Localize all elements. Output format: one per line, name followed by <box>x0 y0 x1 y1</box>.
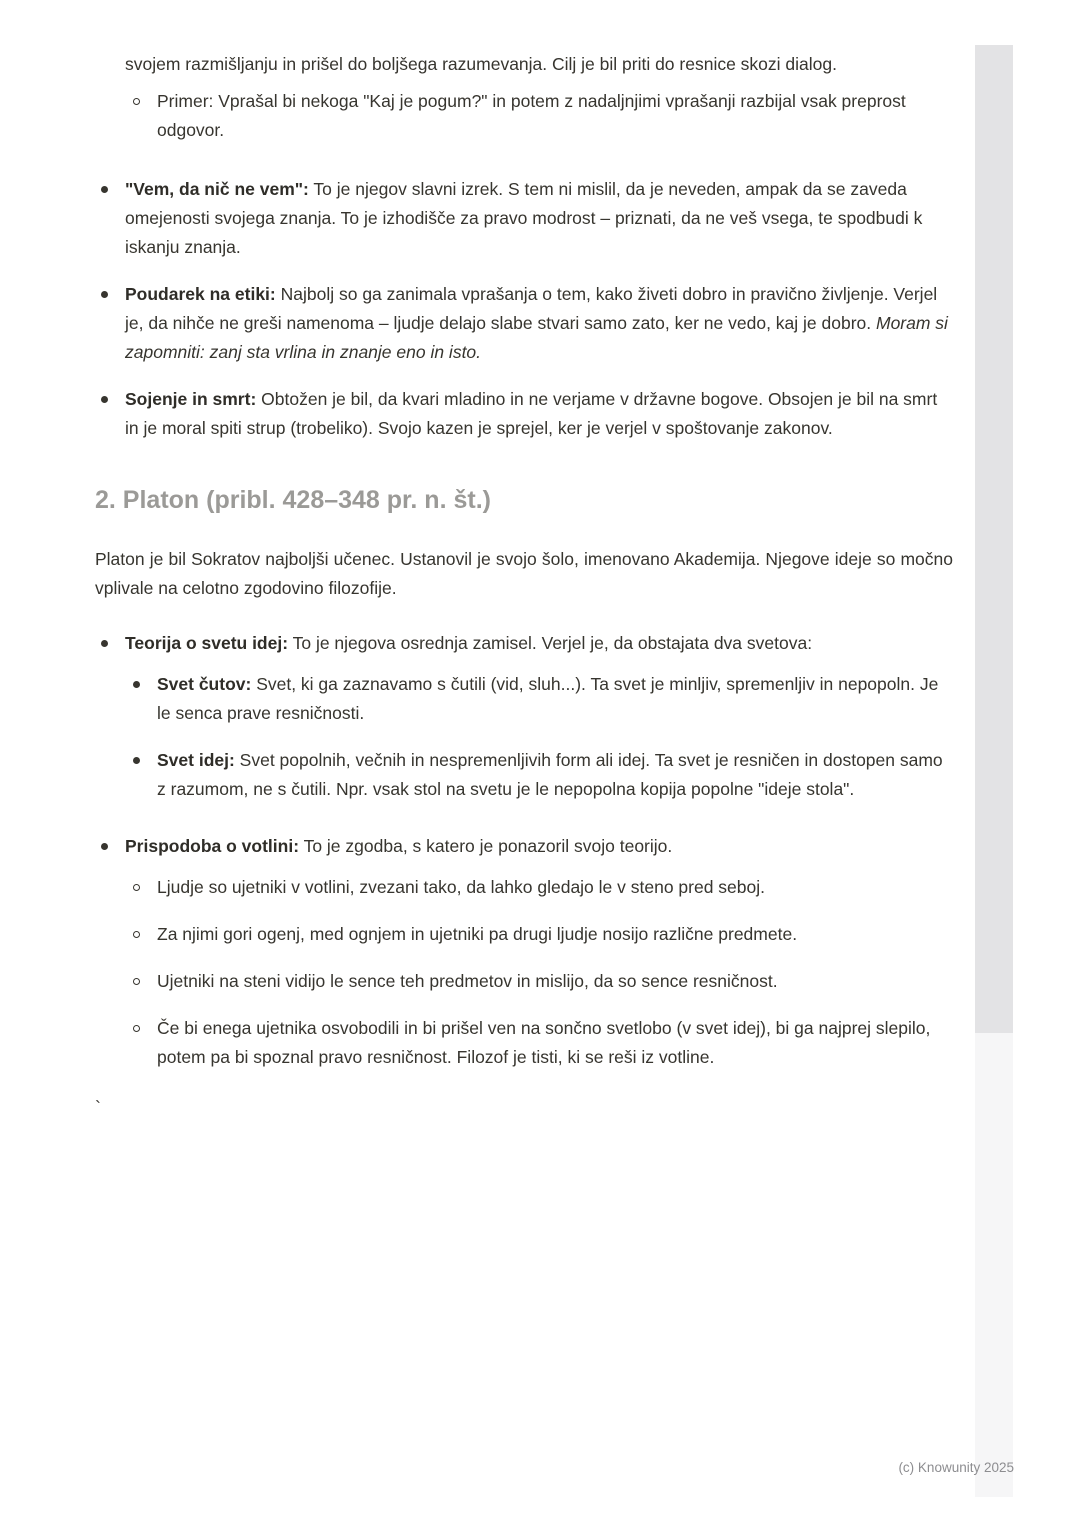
bullet-lead: Prispodoba o votlini: <box>125 836 300 856</box>
list-item-cave-1 <box>95 873 953 902</box>
footer-copyright: (c) Knowunity 2025 <box>898 1460 1014 1475</box>
bullet-text: Za njimi gori ogenj, med ognjem in ujetniki pa drugi ljudje nosijo različne predmete. <box>157 924 798 944</box>
bullet-text: Če bi enega ujetnika osvobodili in bi prišel ven na sončno svetlobo (v svet idej), bi ga najprej slepilo, potem pa bi spoznal pravo resničnost. Filozof je tisti, ki se reši iz votline. <box>157 1018 931 1067</box>
bullet-lead: Svet čutov: <box>157 674 252 694</box>
bullet-lead: Teorija o svetu idej: <box>125 633 289 653</box>
bullet-lead: Poudarek na etiki: <box>125 284 276 304</box>
list-item-cave-2 <box>95 920 953 949</box>
bullet-disc-icon <box>101 629 125 647</box>
bullet-text <box>125 280 953 367</box>
bullet-text: Primer: Vprašal bi nekoga "Kaj je pogum?" in potem z nadaljnjimi vprašanji razbijal vsak preprost odgovor. <box>157 91 906 140</box>
scrollbar-track[interactable] <box>975 45 1013 1497</box>
list-item-prispodoba-o-votlini <box>95 832 953 861</box>
continuation-paragraph: svojem razmišljanju in prišel do boljšega razumevanja. Cilj je bil priti do resnice skozi dialog. <box>125 54 837 74</box>
bullet-text <box>125 175 953 262</box>
list-item-svet-cutov <box>95 670 953 728</box>
bullet-body: To je zgodba, s katero je ponazoril svojo teorijo. <box>299 836 673 856</box>
hollow-bullet-icon <box>133 967 157 985</box>
bullet-disc-icon <box>101 175 125 193</box>
scrollbar-thumb[interactable] <box>975 45 1013 1033</box>
document-content <box>95 50 953 1123</box>
list-item-vem-da-nic-ne-vem <box>95 175 953 262</box>
bullet-disc-icon <box>101 832 125 850</box>
list-item-cave-4 <box>95 1014 953 1072</box>
list-item-svet-idej <box>95 746 953 804</box>
bullet-body: Svet, ki ga zaznavamo s čutili (vid, sluh...). Ta svet je minljiv, spremenljiv in nepopoln. Je le senca prave resničnosti. <box>157 674 939 723</box>
bullet-lead: "Vem, da nič ne vem": <box>125 179 309 199</box>
bullet-body: To je njegova osrednja zamisel. Verjel je, da obstajata dva svetova: <box>288 633 813 653</box>
bullet-text <box>125 832 953 861</box>
bullet-lead: Svet idej: <box>157 750 235 770</box>
bullet-body: Najbolj so ga zanimala vprašanja o tem, kako živeti dobro in pravično življenje. Verjel je, da nihče ne greši namenoma – ljudje delajo slabe stvari samo zato, ker ne vedo, kaj je dobro. <box>125 284 938 333</box>
stray-backtick-character: ` <box>95 1098 101 1118</box>
bullet-disc-icon <box>133 670 157 688</box>
bullet-text: Ujetniki na steni vidijo le sence teh predmetov in mislijo, da so sence resničnost. <box>157 971 778 991</box>
bullet-text: Ljudje so ujetniki v votlini, zvezani tako, da lahko gledajo le v steno pred seboj. <box>157 877 766 897</box>
bullet-body: To je njegov slavni izrek. S tem ni mislil, da je neveden, ampak da se zaveda omejenosti svojega znanja. To je izhodišče za pravo modrost – priznati, da ne veš vsega, te spodbudi k iskanju znanja. <box>125 179 923 257</box>
bullet-disc-icon <box>133 746 157 764</box>
hollow-bullet-icon <box>133 920 157 938</box>
hollow-bullet-icon <box>133 87 157 105</box>
bullet-body: Svet popolnih, večnih in nespremenljivih form ali idej. Ta svet je resničen in dostopen samo z razumom, ne s čutili. Npr. vsak stol na svetu je le nepopolna kopija popolne "ideje stola". <box>157 750 943 799</box>
bullet-text <box>157 746 953 804</box>
bullet-text <box>125 629 953 658</box>
hollow-bullet-icon <box>133 1014 157 1032</box>
list-item-sojenje-in-smrt <box>95 385 953 443</box>
bullet-note-italic: Moram si zapomniti: zanj sta vrlina in znanje eno in isto. <box>125 313 948 362</box>
bullet-body: Obtožen je bil, da kvari mladino in ne verjame v državne bogove. Obsojen je bil na smrt in je moral spiti strup (trobeliko). Svojo kazen je sprejel, ker je verjel v spoštovanje zakonov. <box>125 389 938 438</box>
list-item-teorija-o-svetu-idej <box>95 629 953 658</box>
list-item-primer <box>95 87 953 145</box>
bullet-disc-icon <box>101 385 125 403</box>
platon-intro-paragraph: Platon je bil Sokratov najboljši učenec. Ustanovil je svojo šolo, imenovano Akademija. Njegove ideje so močno vplivale na celotno zgodovino filozofije. <box>95 549 953 598</box>
list-item-poudarek-na-etiki <box>95 280 953 367</box>
bullet-text <box>125 385 953 443</box>
list-item-cave-3 <box>95 967 953 996</box>
bullet-lead: Sojenje in smrt: <box>125 389 257 409</box>
section-heading-platon: 2. Platon (pribl. 428–348 pr. n. št.) <box>95 486 491 514</box>
bullet-text <box>157 670 953 728</box>
bullet-disc-icon <box>101 280 125 298</box>
hollow-bullet-icon <box>133 873 157 891</box>
